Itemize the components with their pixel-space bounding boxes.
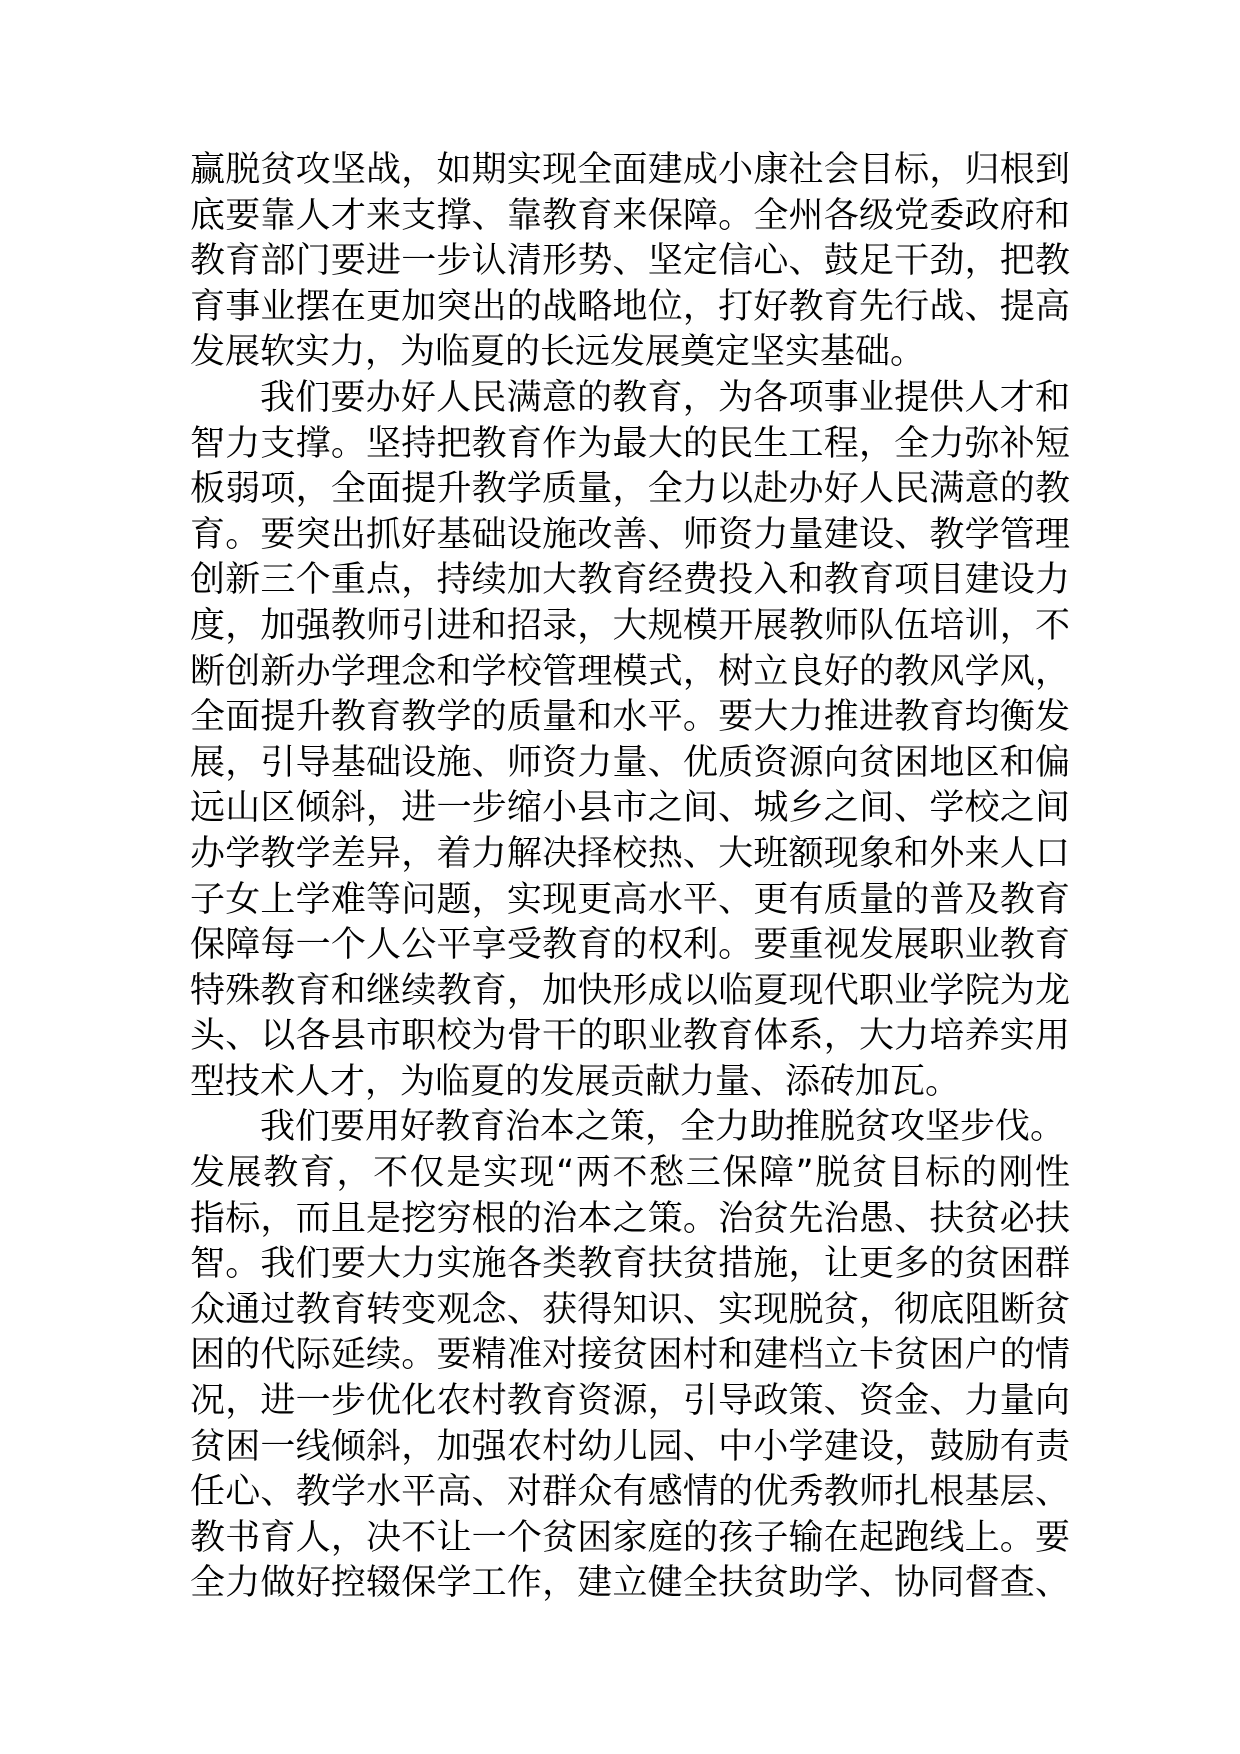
text-line: 我们要用好教育治本之策，全力助推脱贫攻坚步伐。	[260, 1107, 1066, 1148]
text-line: 发展软实力，为临夏的长远发展奠定坚实基础。	[190, 332, 926, 373]
text-line: 指标，而且是挖穷根的治本之策。治贫先治愚、扶贫必扶	[190, 1198, 1070, 1239]
body-text	[190, 148, 1070, 1607]
text-line: 板弱项，全面提升教学质量，全力以赴办好人民满意的教	[190, 469, 1070, 510]
text-line: 众通过教育转变观念、获得知识、实现脱贫，彻底阻断贫	[190, 1289, 1070, 1330]
text-line: 我们要办好人民满意的教育，为各项事业提供人才和	[260, 377, 1070, 418]
text-line: 育事业摆在更加突出的战略地位，打好教育先行战、提高	[190, 286, 1070, 327]
text-line: 赢脱贫攻坚战，如期实现全面建成小康社会目标，归根到	[190, 150, 1070, 190]
text-line: 发展教育，不仅是实现“两不愁三保障”脱贫目标的刚性	[190, 1153, 1070, 1194]
text-line: 特殊教育和继续教育，加快形成以临夏现代职业学院为龙	[190, 970, 1070, 1011]
paragraph-2	[190, 376, 1070, 1106]
text-line: 断创新办学理念和学校管理模式，树立良好的教风学风，	[190, 651, 1070, 692]
text-line: 创新三个重点，持续加大教育经费投入和教育项目建设力	[190, 560, 1070, 601]
text-line: 困的代际延续。要精准对接贫困村和建档立卡贫困户的情	[190, 1335, 1070, 1376]
text-line: 展，引导基础设施、师资力量、优质资源向贫困地区和偏	[190, 742, 1070, 783]
text-line: 度，加强教师引进和招录，大规模开展教师队伍培训，不	[190, 605, 1070, 646]
text-line: 智力支撑。坚持把教育作为最大的民生工程，全力弥补短	[190, 423, 1070, 464]
text-line: 育。要突出抓好基础设施改善、师资力量建设、教学管理	[190, 514, 1070, 555]
text-line: 远山区倾斜，进一步缩小县市之间、城乡之间、学校之间	[190, 788, 1070, 829]
text-line: 保障每一个人公平享受教育的权利。要重视发展职业教育	[190, 925, 1070, 966]
text-line: 底要靠人才来支撑、靠教育来保障。全州各级党委政府和	[190, 195, 1070, 236]
paragraph-3	[190, 1105, 1070, 1607]
text-line: 智。我们要大力实施各类教育扶贫措施，让更多的贫困群	[190, 1244, 1070, 1285]
text-line: 教育部门要进一步认清形势、坚定信心、鼓足干劲，把教	[190, 241, 1070, 282]
text-line: 教书育人，决不让一个贫困家庭的孩子输在起跑线上。要	[190, 1517, 1070, 1558]
text-line: 贫困一线倾斜，加强农村幼儿园、中小学建设，鼓励有责	[190, 1426, 1070, 1467]
text-line: 任心、教学水平高、对群众有感情的优秀教师扎根基层、	[190, 1472, 1070, 1513]
text-line: 子女上学难等问题，实现更高水平、更有质量的普及教育	[190, 879, 1070, 920]
text-line: 全面提升教育教学的质量和水平。要大力推进教育均衡发	[190, 697, 1070, 738]
paragraph-1	[190, 148, 1070, 376]
text-line: 全力做好控辍保学工作，建立健全扶贫助学、协同督查、	[190, 1563, 1070, 1604]
text-line: 头、以各县市职校为骨干的职业教育体系，大力培养实用	[190, 1016, 1070, 1057]
text-line: 况，进一步优化农村教育资源，引导政策、资金、力量向	[190, 1381, 1070, 1422]
text-line: 型技术人才，为临夏的发展贡献力量、添砖加瓦。	[190, 1061, 961, 1102]
text-line: 办学教学差异，着力解决择校热、大班额现象和外来人口	[190, 833, 1070, 874]
